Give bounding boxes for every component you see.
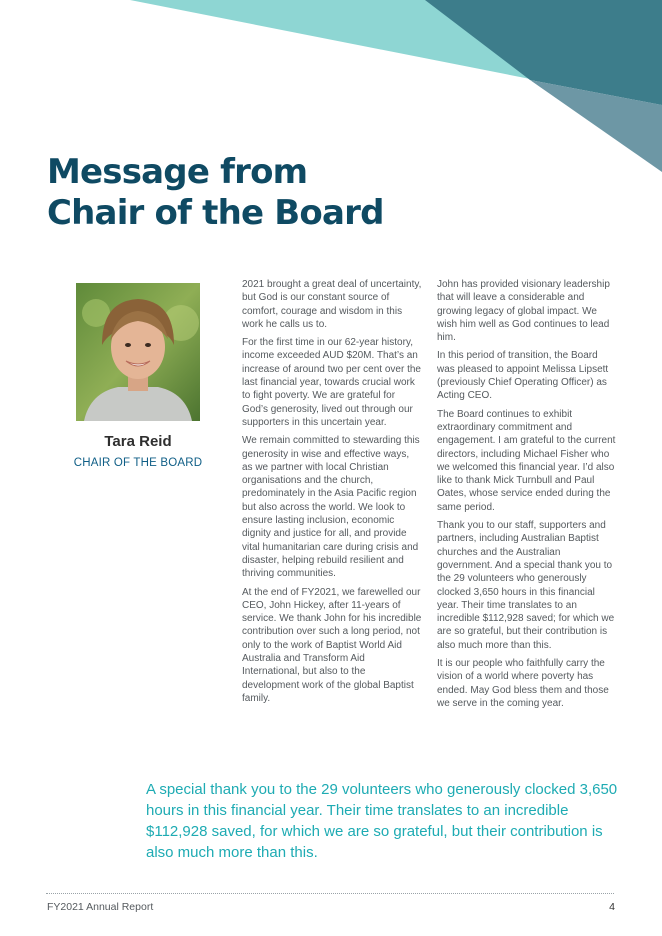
body-column-2 [437, 278, 617, 715]
paragraph: For the first time in our 62-year history, income exceeded AUD $20M. That’s an increase of around two per cent over the last financial year, towards crucial work to fight poverty. We are grateful for God’s generosity, lived out through our supporters in this uncertain year. [242, 337, 421, 428]
page-title-line-2: Chair of the Board [47, 193, 384, 233]
paragraph: The Board continues to exhibit extraordinary commitment and engagement. I am grateful to the current directors, including Michael Fisher who we welcomed this financial year. I’d also like to thank Mick Turnbull and Paul Oates, whose service ended during the same period. [437, 408, 616, 513]
page-title-line-1: Message from [47, 152, 308, 192]
paragraph: John has provided visionary leadership that will leave a considerable and growing legacy of global impact. We wish him well as God continues to lead him. [437, 279, 610, 344]
footer-divider [46, 893, 614, 894]
page-title [47, 152, 384, 234]
pull-quote: A special thank you to the 29 volunteers who generously clocked 3,650 hours in this financial year. Their time translates to an incredible $112,928 saved, for which we are so grateful, but their contribution is also much more than this. [146, 781, 618, 861]
paragraph: It is our people who faithfully carry the vision of a world where poverty has ended. May God bless them and those we serve in the coming year. [437, 658, 609, 709]
paragraph: We remain committed to stewarding this generosity in wise and effective ways, as we partner with local Christian organisations and the church, predominately in the Asia Pacific region but also across the world. We look to ensure lasting inclusion, economic dignity and justice for all, and provide vital humanitarian care during crisis and disaster, helping rebuild resilient and thriving communities. [242, 435, 420, 580]
paragraph: At the end of FY2021, we farewelled our CEO, John Hickey, after 11-years of service. We thank John for his incredible contribution over such a long period, not only to the work of Baptist World Aid Australia and Transform Aid International, but also to the development work of the global Baptist family. [242, 586, 422, 704]
paragraph: 2021 brought a great deal of uncertainty, but God is our constant source of comfort, courage and wisdom in this work he calls us to. [242, 279, 422, 330]
profile-role: CHAIR OF THE BOARD [73, 457, 203, 469]
paragraph: Thank you to our staff, supporters and partners, including Australian Baptist churches and the Australian government. And a special thank you to the 29 volunteers who generously clocked 3,650 hours in this financial year. Their time translates to an incredible $112,928 saved; for which we are so grateful, but their contribution is also much more than this. [437, 520, 615, 651]
page-number: 4 [609, 901, 615, 913]
footer-report-label: FY2021 Annual Report [47, 901, 154, 913]
portrait-photo [76, 283, 200, 421]
body-column-1 [242, 278, 422, 710]
paragraph: In this period of transition, the Board was pleased to appoint Melissa Lipsett (previously Chief Operating Officer) as Acting CEO. [437, 350, 609, 402]
profile-name: Tara Reid [104, 433, 172, 450]
